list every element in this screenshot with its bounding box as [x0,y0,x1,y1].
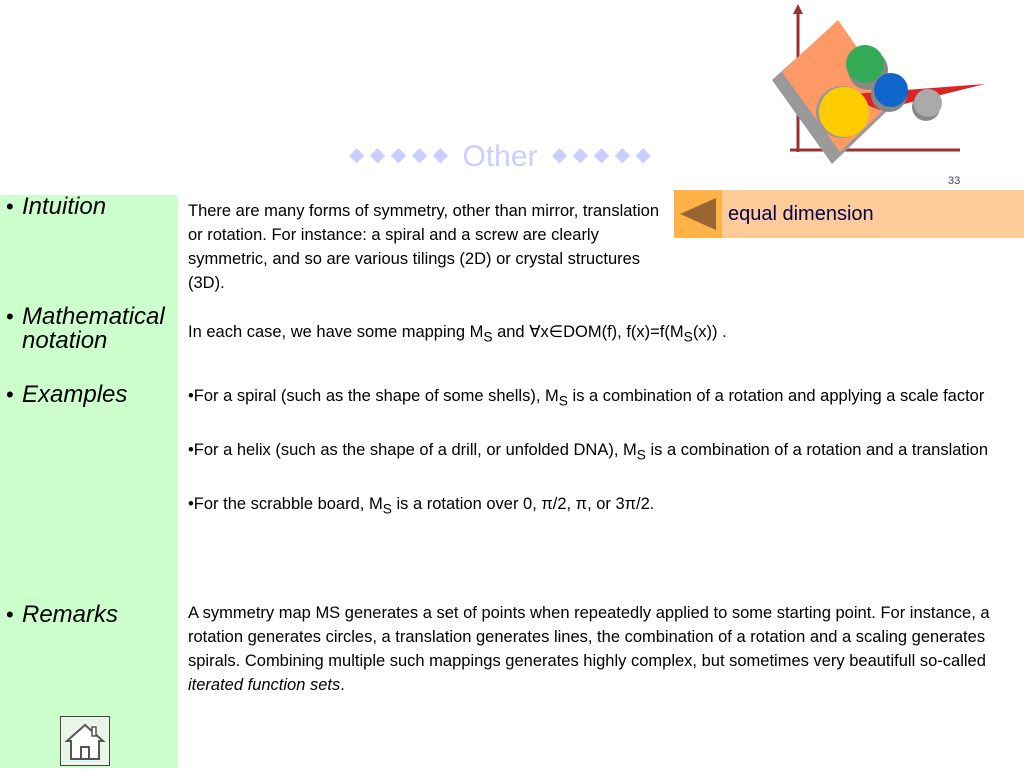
home-icon [61,717,109,765]
title-text: Other [462,140,538,173]
example-sub: S [636,447,646,463]
sidebar-item-label: Examples [22,381,128,408]
sidebar-item-label: Intuition [22,193,107,220]
bullet: • [6,382,14,407]
example-sub: S [558,393,568,409]
section-banner [674,190,1024,238]
slide-number: 33 [948,175,961,187]
back-triangle-icon [680,198,716,230]
remarks-body: A symmetry map MS generates a set of points when repeatedly applied to some starting point. For instance, a rotation generates circles, a translation generates lines, the combination of a rotation and a scaling generates spirals. Combining multiple such mappings generates highly complex, but sometimes very beautifull so-called [188,604,990,670]
sidebar-item-label: Mathematical notation [22,303,165,354]
title-diamonds-left: ◆ ◆ ◆ ◆ ◆ [349,143,449,166]
notation-part-b: and ∀x∈DOM(f), f(x)=f(M [492,323,684,341]
remarks-italic: iterated function sets [188,676,341,694]
example-pre: •For a spiral (such as the shape of some shells), M [188,387,559,405]
notation-part-a: In each case, we have some mapping M [188,323,484,341]
example-scrabble [188,492,1018,521]
bullet: • [6,602,14,627]
back-button[interactable] [674,190,722,238]
notation-text [188,320,1008,349]
intuition-text: There are many forms of symmetry, other than mirror, translation or rotation. For instance: a spiral and a screw are clearly symmetric, and so are various tilings (2D) or crystal structures (3D). [188,202,660,292]
example-post: is a combination of a rotation and a translation [645,441,989,459]
banner-label: equal dimension [728,203,874,225]
example-pre: •For a helix (such as the shape of a drill, or unfolded DNA), M [188,441,637,459]
example-helix [188,438,1018,467]
notation-part-c: (x)) . [692,323,727,341]
bullet: • [6,194,14,219]
example-pre: •For the scrabble board, M [188,495,383,513]
title-diamonds-right: ◆ ◆ ◆ ◆ ◆ [551,143,651,166]
remarks-text [188,601,1020,697]
example-post: is a combination of a rotation and applying a scale factor [567,387,985,405]
sidebar-item-remarks [6,603,118,627]
example-spiral [188,384,1018,413]
slide-title [0,140,1000,174]
notation-sub2: S [683,329,693,345]
example-post: is a rotation over 0, π/2, π, or 3π/2. [391,495,655,513]
remarks-end: . [340,676,345,694]
sidebar-item-notation [6,305,176,353]
sidebar [0,195,178,768]
sidebar-item-intuition [6,195,106,219]
sidebar-item-examples [6,383,127,407]
sidebar-item-label: Remarks [22,601,119,628]
example-sub: S [382,501,392,517]
bullet: • [6,304,14,329]
home-button[interactable] [60,716,110,766]
notation-sub: S [483,329,493,345]
